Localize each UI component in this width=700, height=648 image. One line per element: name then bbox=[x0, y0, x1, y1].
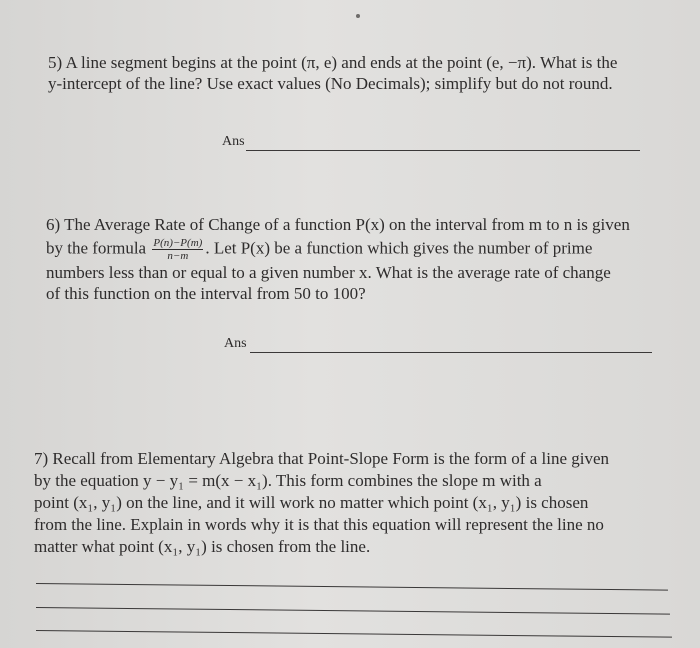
formula-denominator: n−m bbox=[167, 250, 189, 262]
problem-7-line-5: matter what point (x₁, y₁) is chosen from the line. bbox=[34, 537, 371, 556]
page-mark bbox=[356, 14, 360, 18]
problem-5-line-2: y-intercept of the line? Use exact values (No Decimals); simplify but do not round. bbox=[48, 74, 613, 93]
problem-5 bbox=[48, 52, 617, 94]
problem-7-line-4: from the line. Explain in words why it is that this equation will represent the line no bbox=[34, 515, 604, 534]
formula-numerator: P(n)−P(m) bbox=[153, 237, 203, 249]
problem-6-answer-label: Ans bbox=[224, 336, 247, 351]
problem-6 bbox=[46, 214, 630, 304]
problem-5-line-1: 5) A line segment begins at the point (π, e) and ends at the point (e, −π). What is the bbox=[48, 53, 618, 72]
writing-line-3[interactable] bbox=[36, 630, 672, 638]
problem-6-line-2 bbox=[46, 237, 630, 262]
problem-6-line-2-start: by the formula bbox=[46, 238, 147, 258]
problem-5-answer-line[interactable] bbox=[246, 150, 640, 151]
problem-6-line-1: 6) The Average Rate of Change of a function P(x) on the interval from m to n is given bbox=[46, 215, 630, 234]
problem-6-line-4: of this function on the interval from 50 to 100? bbox=[46, 284, 366, 303]
writing-line-2[interactable] bbox=[36, 607, 670, 615]
problem-6-line-2-end: . Let P(x) be a function which gives the number of prime bbox=[205, 238, 593, 258]
problem-7-line-2: by the equation y − y₁ = m(x − x₁). This form combines the slope m with a bbox=[34, 471, 542, 490]
writing-line-1[interactable] bbox=[36, 583, 668, 591]
problem-7-line-3: point (x₁, y₁) on the line, and it will work no matter which point (x₁, y₁) is chosen bbox=[34, 493, 589, 512]
problem-7 bbox=[34, 448, 609, 558]
problem-6-answer-line[interactable] bbox=[250, 352, 652, 353]
problem-7-line-1: 7) Recall from Elementary Algebra that Point-Slope Form is the form of a line given bbox=[34, 449, 610, 468]
problem-5-answer-label: Ans bbox=[222, 134, 245, 149]
problem-6-line-3: numbers less than or equal to a given number x. What is the average rate of change bbox=[46, 263, 611, 282]
rate-of-change-formula bbox=[152, 237, 203, 262]
